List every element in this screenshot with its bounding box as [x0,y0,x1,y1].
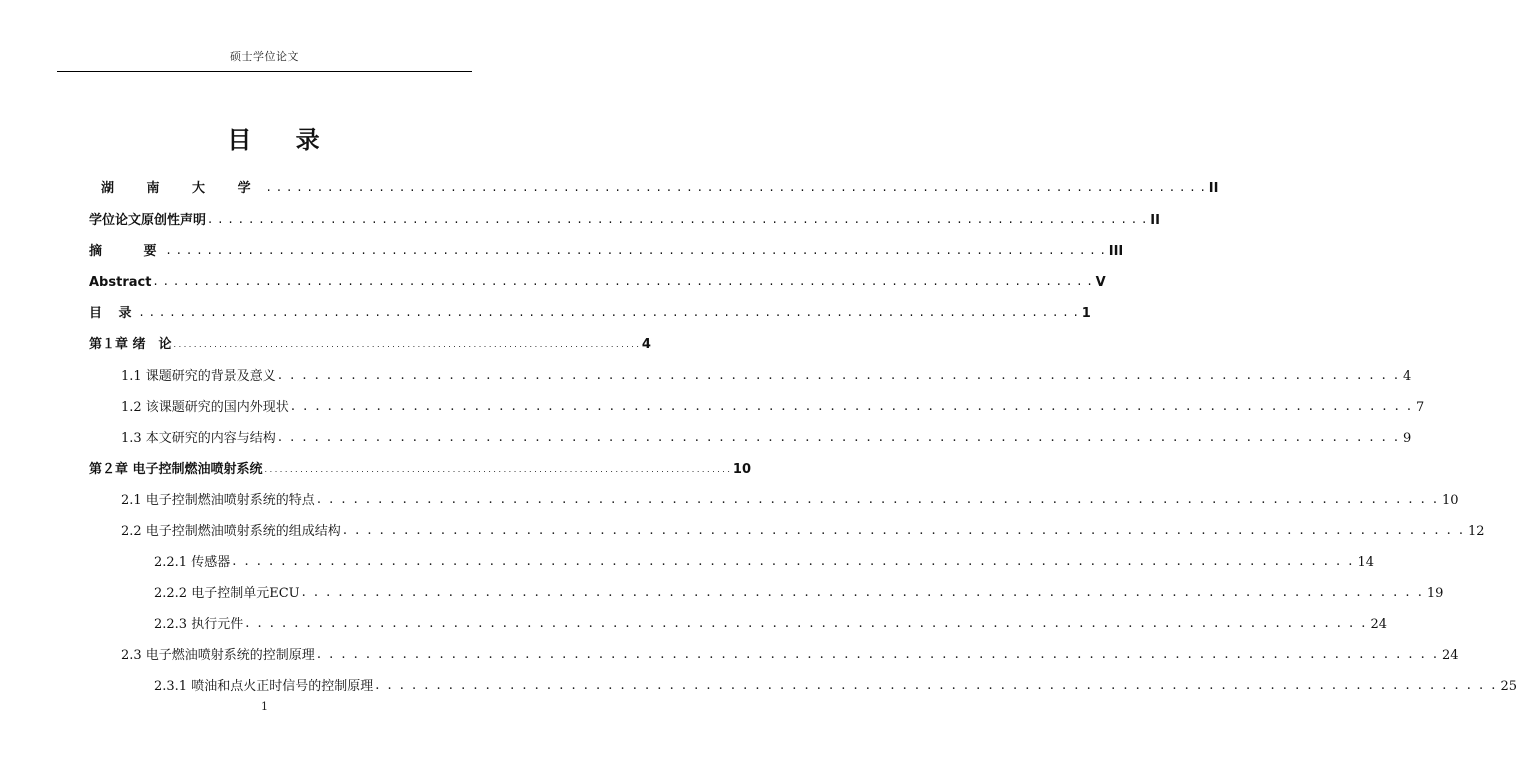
toc-entry-label: 第２章 电子控制燃油喷射系统 [89,462,263,477]
toc-entry[interactable] [154,581,1444,601]
toc-leader: . . . . . . . . . . . . . . . . . . . . . . . . . . . . . . . . . . . . . . . . . . . . . . . . . . . . . . . . . . . . . . . . . . . . . . . . . . . . . . . . . . . . . . . . . . . . [301,585,1424,600]
toc-entry-page: 4 [641,337,651,352]
toc-leader: . . . . . . . . . . . . . . . . . . . . . . . . . . . . . . . . . . . . . . . . . . . . . . . . . . . . . . . . . . . . . . . . . . . . . . . . . . . . . . . . . . . . . . . . . . . . [166,243,1106,258]
toc-entry-label: Abstract [89,275,152,290]
toc-leader: . . . . . . . . . . . . . . . . . . . . . . . . . . . . . . . . . . . . . . . . . . . . . . . . . . . . . . . . . . . . . . . . . . . . . . . . . . . . . . . . . . . . . . . . . . . . [173,340,639,349]
toc-leader: . . . . . . . . . . . . . . . . . . . . . . . . . . . . . . . . . . . . . . . . . . . . . . . . . . . . . . . . . . . . . . . . . . . . . . . . . . . . . . . . . . . . . . . . . . . . [277,368,1401,383]
running-header: 硕士学位论文 [230,50,299,63]
toc-entry-label: 2.2 电子控制燃油喷射系统的组成结构 [121,524,341,539]
toc-leader: . . . . . . . . . . . . . . . . . . . . . . . . . . . . . . . . . . . . . . . . . . . . . . . . . . . . . . . . . . . . . . . . . . . . . . . . . . . . . . . . . . . . . . . . . . . . [264,465,730,474]
toc-entry-label: 2.3.1 喷油和点火正时信号的控制原理 [154,679,374,694]
toc-entry-label: 2.1 电子控制燃油喷射系统的特点 [121,493,315,508]
toc-entry-label: 2.3 电子燃油喷射系统的控制原理 [121,648,315,663]
toc-entry-page: 25 [1500,679,1517,694]
toc-entry-page: V [1095,275,1106,290]
toc-entry[interactable] [89,301,1091,321]
toc-entry[interactable] [121,426,1412,446]
toc-entry-page: 7 [1416,400,1425,415]
toc-entry[interactable] [89,457,751,477]
toc-entry-label: 2.2.2 电子控制单元ECU [154,586,300,601]
toc-entry-label: 1.3 本文研究的内容与结构 [121,431,276,446]
toc-leader: . . . . . . . . . . . . . . . . . . . . . . . . . . . . . . . . . . . . . . . . . . . . . . . . . . . . . . . . . . . . . . . . . . . . . . . . . . . . . . . . . . . . . . . . . . . . [266,180,1206,195]
toc-entry-label: 1.2 该课题研究的国内外现状 [121,400,289,415]
toc-entry[interactable] [154,674,1517,694]
toc-entry-label: 1.1 课题研究的背景及意义 [121,369,276,384]
toc-entry-page: III [1108,244,1124,259]
toc-entry-label: 摘 要 [89,244,165,259]
toc-leader: . . . . . . . . . . . . . . . . . . . . . . . . . . . . . . . . . . . . . . . . . . . . . . . . . . . . . . . . . . . . . . . . . . . . . . . . . . . . . . . . . . . . . . . . . . . . [316,647,1440,662]
toc-entry[interactable] [121,519,1485,539]
toc-title: 目 录 [227,126,338,154]
toc-entry-page: 1 [1081,306,1091,321]
toc-entry-label: 学位论文原创性声明 [89,213,207,228]
toc-leader: . . . . . . . . . . . . . . . . . . . . . . . . . . . . . . . . . . . . . . . . . . . . . . . . . . . . . . . . . . . . . . . . . . . . . . . . . . . . . . . . . . . . . . . . . . . . [290,399,1414,414]
toc-entry-page: 10 [732,462,751,477]
toc-entry[interactable] [89,332,651,352]
toc-leader: . . . . . . . . . . . . . . . . . . . . . . . . . . . . . . . . . . . . . . . . . . . . . . . . . . . . . . . . . . . . . . . . . . . . . . . . . . . . . . . . . . . . . . . . . . . . [316,492,1440,507]
toc-entry[interactable] [154,550,1374,570]
toc-leader: . . . . . . . . . . . . . . . . . . . . . . . . . . . . . . . . . . . . . . . . . . . . . . . . . . . . . . . . . . . . . . . . . . . . . . . . . . . . . . . . . . . . . . . . . . . . [232,554,1355,569]
toc-entry-page: 24 [1370,617,1387,632]
toc-entry-page: 12 [1468,524,1485,539]
toc-entry-label: 湖 南 大 学 [101,181,265,196]
toc-entry-page: 4 [1403,369,1412,384]
toc-entry[interactable] [121,488,1459,508]
toc-leader: . . . . . . . . . . . . . . . . . . . . . . . . . . . . . . . . . . . . . . . . . . . . . . . . . . . . . . . . . . . . . . . . . . . . . . . . . . . . . . . . . . . . . . . . . . . . [342,523,1466,538]
toc-entry-page: II [1208,181,1219,196]
toc-entry-label: 目 录 [89,306,138,321]
toc-entry-page: 14 [1357,555,1374,570]
header-rule [57,71,472,72]
toc-entry-page: 9 [1403,431,1412,446]
toc-entry-page: 19 [1426,586,1444,601]
toc-leader: . . . . . . . . . . . . . . . . . . . . . . . . . . . . . . . . . . . . . . . . . . . . . . . . . . . . . . . . . . . . . . . . . . . . . . . . . . . . . . . . . . . . . . . . . . . . [208,212,1148,227]
toc-entry[interactable] [89,208,1160,228]
toc-entry-label: 2.2.1 传感器 [154,555,231,570]
toc-leader: . . . . . . . . . . . . . . . . . . . . . . . . . . . . . . . . . . . . . . . . . . . . . . . . . . . . . . . . . . . . . . . . . . . . . . . . . . . . . . . . . . . . . . . . . . . . [245,616,1368,631]
toc-entry-label: 第１章 绪 论 [89,337,172,352]
toc-entry-page: 10 [1442,493,1459,508]
toc-entry-page: II [1150,213,1160,228]
toc-entry[interactable] [89,239,1124,259]
toc-leader: . . . . . . . . . . . . . . . . . . . . . . . . . . . . . . . . . . . . . . . . . . . . . . . . . . . . . . . . . . . . . . . . . . . . . . . . . . . . . . . . . . . . . . . . . . . . [139,305,1079,320]
toc-entry[interactable] [154,612,1387,632]
page-number: 1 [261,700,268,713]
toc-entry[interactable] [121,364,1412,384]
toc-entry[interactable] [121,395,1425,415]
toc-entry-page: 24 [1442,648,1459,663]
toc-entry[interactable] [101,176,1219,196]
toc-entry-label: 2.2.3 执行元件 [154,617,244,632]
toc-leader: . . . . . . . . . . . . . . . . . . . . . . . . . . . . . . . . . . . . . . . . . . . . . . . . . . . . . . . . . . . . . . . . . . . . . . . . . . . . . . . . . . . . . . . . . . . . [277,430,1401,445]
toc-leader: . . . . . . . . . . . . . . . . . . . . . . . . . . . . . . . . . . . . . . . . . . . . . . . . . . . . . . . . . . . . . . . . . . . . . . . . . . . . . . . . . . . . . . . . . . . . [375,678,1498,693]
toc-leader: . . . . . . . . . . . . . . . . . . . . . . . . . . . . . . . . . . . . . . . . . . . . . . . . . . . . . . . . . . . . . . . . . . . . . . . . . . . . . . . . . . . . . . . . . . . . [153,274,1093,289]
toc-entry[interactable] [89,270,1106,290]
toc-entry[interactable] [121,643,1459,663]
